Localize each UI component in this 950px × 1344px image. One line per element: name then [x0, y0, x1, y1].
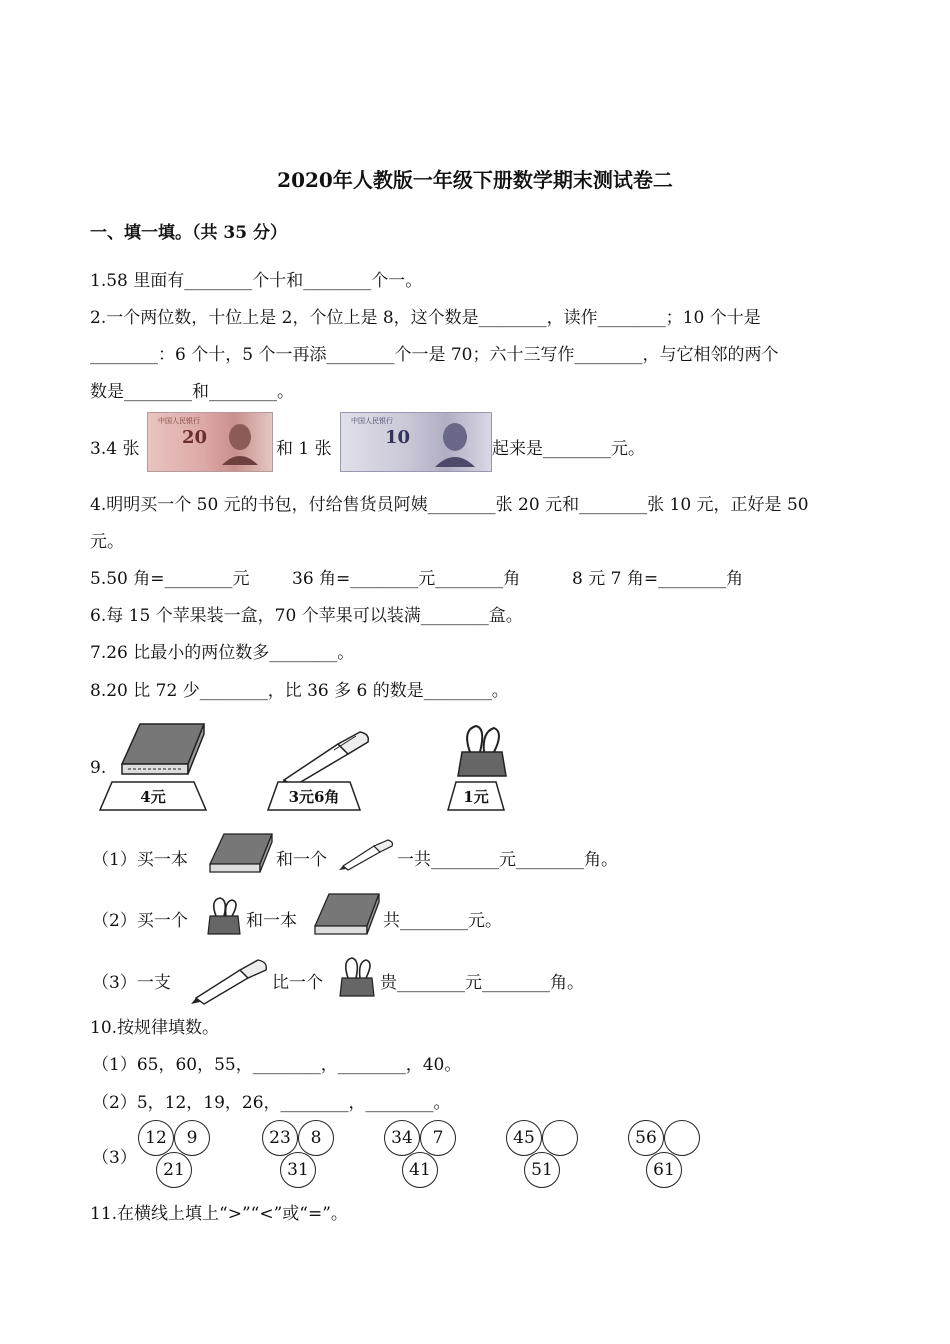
- question-9-2-part-c: 共________元。: [383, 911, 502, 931]
- question-9-3-part-a: （3）一支: [92, 973, 171, 993]
- question-10-1: （1）65，60，55，________，________，40。: [92, 1055, 462, 1075]
- number-circle-group: [384, 1120, 464, 1188]
- question-9-2-part-a: （2）买一个: [92, 911, 188, 931]
- banknote-20-yuan: [147, 412, 273, 472]
- binder-clip-icon: [452, 722, 512, 782]
- banknote-header: 中国人民银行: [158, 417, 200, 425]
- question-9-2-part-b: 和一本: [246, 911, 297, 931]
- circle-top-left: 23: [262, 1120, 298, 1156]
- banknote-10-yuan: [340, 412, 492, 472]
- question-4-line-1: 4.明明买一个 50 元的书包，付给售货员阿姨________张 20 元和________张 10 元，正好是 50: [90, 495, 809, 515]
- banknote-header: 中国人民银行: [351, 417, 393, 425]
- book-icon: [208, 832, 274, 878]
- price-tag-clip: [446, 780, 506, 812]
- number-circle-group: [628, 1120, 708, 1188]
- number-circle-group: [262, 1120, 342, 1188]
- fountain-pen-icon: [338, 838, 396, 872]
- question-2-line-2: ________：6 个十，5 个一再添________个一是 70；六十三写作________，与它相邻的两个: [90, 345, 779, 365]
- banknote-denomination: 10: [385, 427, 411, 448]
- binder-clip-icon: [204, 896, 244, 938]
- question-3-part-b: 和 1 张: [276, 439, 332, 459]
- question-3-part-c: 起来是________元。: [492, 439, 645, 459]
- book-icon: [313, 892, 381, 940]
- question-9-1-part-a: （1）买一本: [92, 850, 188, 870]
- question-4-line-2: 元。: [90, 532, 124, 552]
- circle-bottom: 41: [402, 1152, 438, 1188]
- question-3-part-a: 3.4 张: [90, 439, 140, 459]
- question-7: 7.26 比最小的两位数多________。: [90, 643, 355, 663]
- price-label: 1元: [463, 788, 489, 806]
- question-6: 6.每 15 个苹果装一盒，70 个苹果可以装满________盒。: [90, 606, 523, 626]
- question-10-2: （2）5，12，19，26，________，________。: [92, 1093, 451, 1113]
- circle-top-right: [664, 1120, 700, 1156]
- question-2-line-1: 2.一个两位数，十位上是 2，个位上是 8，这个数是________，读作________；10 个十是: [90, 308, 761, 328]
- question-9-1-part-c: 一共________元________角。: [397, 850, 618, 870]
- circle-top-right: [542, 1120, 578, 1156]
- price-label: 3元6角: [288, 788, 340, 806]
- question-9-3-part-b: 比一个: [272, 973, 323, 993]
- fountain-pen-icon: [190, 958, 270, 1006]
- question-10-heading: 10.按规律填数。: [90, 1018, 220, 1038]
- circle-top-right: 8: [298, 1120, 334, 1156]
- circle-bottom: 31: [280, 1152, 316, 1188]
- question-1: 1.58 里面有________个十和________个一。: [90, 271, 423, 291]
- number-circle-group: [138, 1120, 218, 1188]
- circle-top-left: 34: [384, 1120, 420, 1156]
- circle-bottom: 61: [646, 1152, 682, 1188]
- price-tag-book: [98, 780, 208, 812]
- circle-top-left: 56: [628, 1120, 664, 1156]
- question-9-number: 9.: [90, 758, 107, 778]
- circle-bottom: 51: [524, 1152, 560, 1188]
- question-5-part-b: 36 角=________元________角: [292, 569, 521, 589]
- price-label: 4元: [140, 788, 166, 806]
- portrait-icon: [433, 421, 477, 467]
- price-tag-pen: [266, 780, 362, 812]
- question-9-3-part-c: 贵________元________角。: [380, 973, 584, 993]
- question-8: 8.20 比 72 少________，比 36 多 6 的数是________。: [90, 681, 509, 701]
- circle-top-left: 12: [138, 1120, 174, 1156]
- circle-top-left: 45: [506, 1120, 542, 1156]
- circle-top-right: 9: [174, 1120, 210, 1156]
- circle-bottom: 21: [156, 1152, 192, 1188]
- book-icon: [118, 720, 208, 782]
- number-circle-group: [506, 1120, 586, 1188]
- question-2-line-3: 数是________和________。: [90, 382, 294, 402]
- section-heading: 一、填一填。（共 35 分）: [90, 223, 287, 243]
- fountain-pen-icon: [276, 728, 376, 788]
- question-11: 11.在横线上填上“>”“<”或“=”。: [90, 1204, 348, 1224]
- question-10-3-label: （3）: [92, 1148, 137, 1168]
- banknote-denomination: 20: [182, 427, 208, 448]
- binder-clip-icon: [336, 956, 378, 1000]
- page-title: 2020年人教版一年级下册数学期末测试卷二: [277, 168, 673, 192]
- question-5-part-a: 5.50 角=________元: [90, 569, 250, 589]
- circle-top-right: 7: [420, 1120, 456, 1156]
- portrait-icon: [220, 421, 260, 465]
- question-5-part-c: 8 元 7 角=________角: [572, 569, 744, 589]
- question-9-1-part-b: 和一个: [276, 850, 327, 870]
